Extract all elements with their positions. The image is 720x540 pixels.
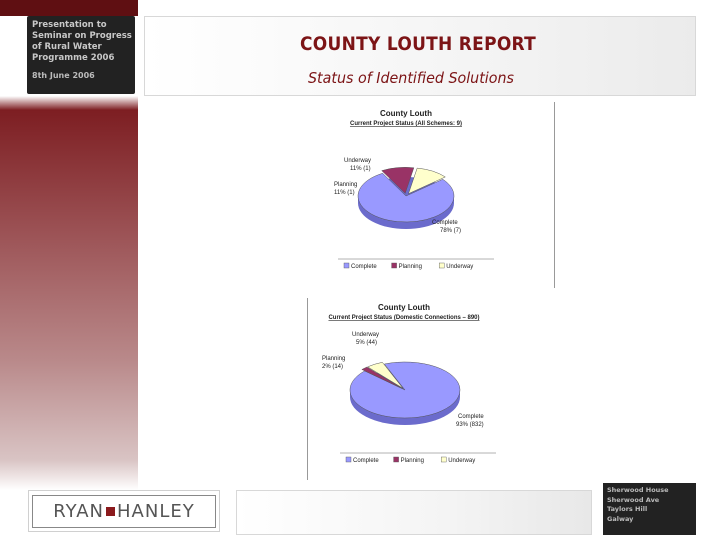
pie-value-planning: 2% (14) — [322, 364, 344, 370]
company-logo — [28, 490, 220, 532]
presentation-line: of Rural Water — [32, 42, 102, 52]
chart-title: County Louth — [380, 109, 432, 118]
pie-label-complete: Complete — [432, 220, 458, 226]
legend-label-complete: Complete — [351, 264, 377, 270]
address-line: Galway — [607, 514, 634, 523]
chart-legend — [338, 259, 494, 270]
address-line: Taylors Hill — [607, 505, 648, 513]
pie-label-planning: Planning — [322, 356, 346, 362]
legend-swatch-planning — [392, 263, 397, 268]
presentation-info-box — [27, 16, 135, 94]
pie-value-planning: 11% (1) — [334, 190, 355, 196]
legend-label-planning: Planning — [398, 264, 422, 270]
logo-square-icon — [106, 507, 115, 516]
pie-value-underway: 5% (44) — [356, 340, 378, 346]
presentation-line: Presentation to — [32, 20, 107, 30]
legend-swatch-underway — [441, 457, 446, 462]
pie-chart-domestic-connections — [307, 298, 552, 480]
legend-swatch-complete — [346, 457, 351, 462]
pie-value-complete: 78% (7) — [440, 228, 462, 234]
chart-legend — [340, 453, 496, 464]
logo-text-left: RYAN — [53, 501, 104, 522]
legend-swatch-complete — [344, 263, 349, 268]
pie-label-underway: Underway — [344, 158, 372, 164]
address-line: Sherwood Ave — [607, 495, 660, 504]
legend-label-underway: Underway — [446, 264, 474, 270]
pie-chart-all-schemes — [310, 102, 555, 288]
legend-label-underway: Underway — [448, 458, 476, 464]
address-box — [603, 483, 696, 535]
pie-chart-svg — [308, 298, 552, 480]
chart-subtitle: Current Project Status (Domestic Connections – 890) — [328, 315, 480, 321]
presentation-line: Seminar on Progress — [32, 31, 132, 41]
pie-slices — [350, 362, 460, 425]
presentation-line: Programme 2006 — [32, 53, 115, 63]
presentation-date: 8th June 2006 — [32, 71, 95, 80]
logo-text-right: HANLEY — [117, 501, 195, 522]
logo-wordmark — [32, 495, 216, 528]
pie-value-underway: 11% (1) — [350, 166, 371, 172]
legend-swatch-planning — [394, 457, 399, 462]
address-line: Sherwood House — [607, 486, 669, 494]
pie-chart-svg — [310, 102, 554, 288]
chart-subtitle: Current Project Status (All Schemes: 9) — [349, 121, 463, 127]
footer-bar — [236, 490, 592, 535]
legend-swatch-underway — [439, 263, 444, 268]
page-title: COUNTY LOUTH REPORT — [300, 34, 537, 55]
pie-value-complete: 93% (832) — [456, 422, 484, 428]
pie-label-underway: Underway — [352, 332, 380, 338]
legend-label-complete: Complete — [353, 458, 379, 464]
page-subtitle: Status of Identified Solutions — [308, 69, 514, 87]
legend-label-planning: Planning — [400, 458, 424, 464]
pie-label-planning: Planning — [334, 182, 358, 188]
pie-label-complete: Complete — [458, 414, 484, 420]
chart-title: County Louth — [378, 303, 430, 312]
